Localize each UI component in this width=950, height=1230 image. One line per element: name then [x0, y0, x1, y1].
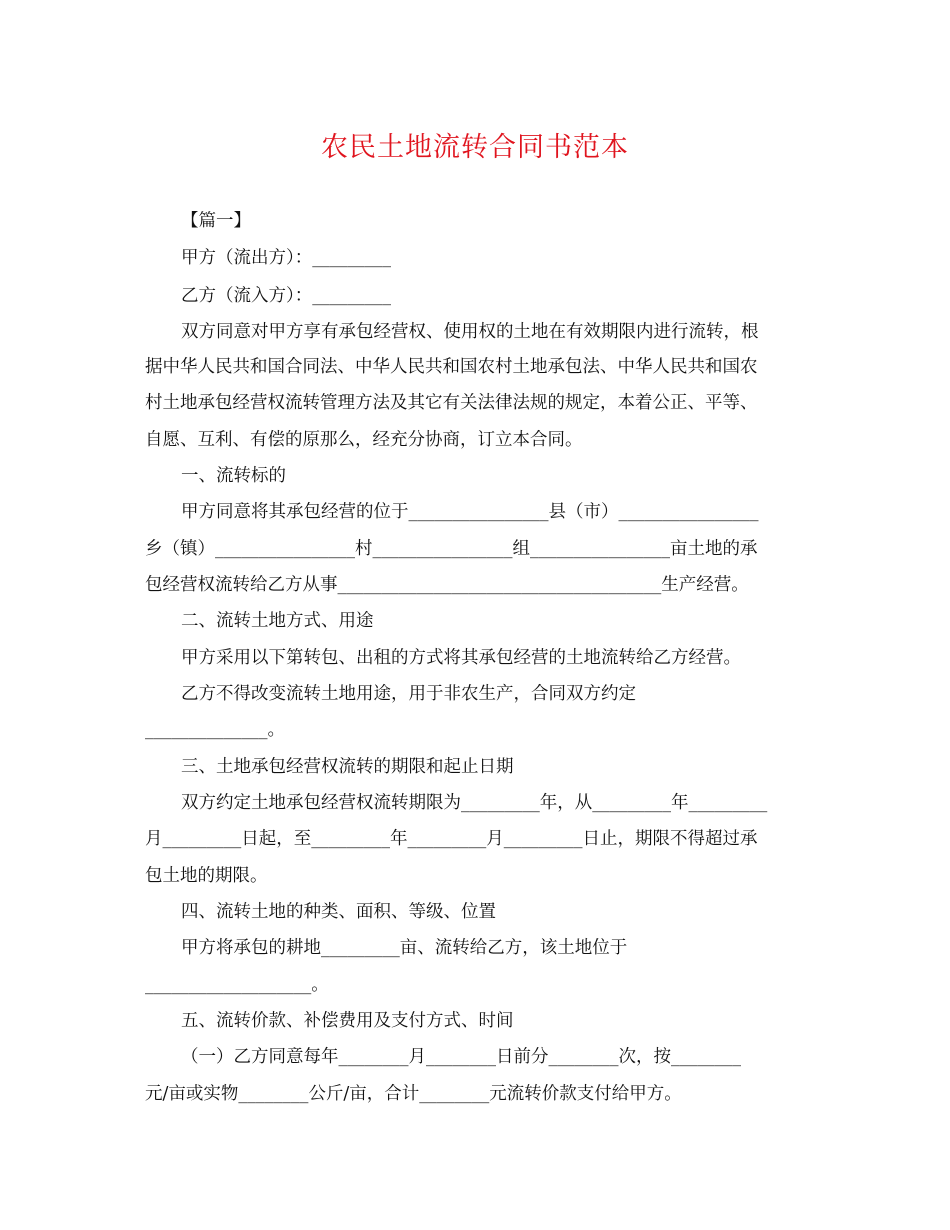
paragraph-line: 甲方同意将其承包经营的位于________________县（市）________________	[181, 502, 759, 522]
paragraph-line: 包经营权流转给乙方从事_____________________________________生产经营。	[145, 575, 749, 595]
clause-heading: 二、流转土地方式、用途	[181, 611, 374, 631]
paragraph-line: 自愿、互利、有偿的原那么，经充分协商，订立本合同。	[145, 430, 583, 450]
document-title: 农民土地流转合同书范本	[321, 132, 629, 163]
clause-heading: 一、流转标的	[181, 466, 286, 486]
clause-heading: 五、流转价款、补偿费用及支付方式、时间	[181, 1011, 514, 1031]
party-a-line: 甲方（流出方）：_________	[181, 248, 391, 268]
paragraph-line: 月_________日起，至_________年_________月_________日止，期限不得超过承	[145, 829, 758, 849]
paragraph-line: 甲方将承包的耕地_________亩、流转给乙方，该土地位于	[181, 938, 628, 958]
paragraph-line: 元/亩或实物________公斤/亩，合计________元流转价款支付给甲方。	[145, 1084, 682, 1104]
paragraph-line: ______________。	[145, 720, 285, 740]
clause-heading: 四、流转土地的种类、面积、等级、位置	[181, 902, 496, 922]
paragraph-line: （一）乙方同意每年________月________日前分________次，按________	[181, 1047, 741, 1067]
party-b-line: 乙方（流入方）：_________	[181, 286, 391, 306]
paragraph-line: 村土地承包经营权流转管理方法及其它有关法律法规的规定，本着公正、平等、	[145, 393, 758, 413]
paragraph-line: 甲方采用以下第转包、出租的方式将其承包经营的土地流转给乙方经营。	[181, 648, 741, 668]
paragraph-line: 乙方不得改变流转土地用途，用于非农生产，合同双方约定	[181, 684, 636, 704]
clause-heading: 三、土地承包经营权流转的期限和起止日期	[181, 757, 514, 777]
paragraph-line: ___________________。	[145, 975, 329, 995]
paragraph-line: 双方约定土地承包经营权流转期限为_________年，从_________年_________	[181, 793, 768, 813]
paragraph-line: 据中华人民共和国合同法、中华人民共和国农村土地承包法、中华人民共和国农	[145, 357, 758, 377]
paragraph-line: 乡（镇）________________村________________组________________亩土地的承	[145, 539, 758, 559]
section-label: 【篇一】	[181, 211, 251, 231]
paragraph-line: 双方同意对甲方享有承包经营权、使用权的土地在有效期限内进行流转，根	[181, 322, 759, 342]
paragraph-line: 包土地的期限。	[145, 866, 268, 886]
